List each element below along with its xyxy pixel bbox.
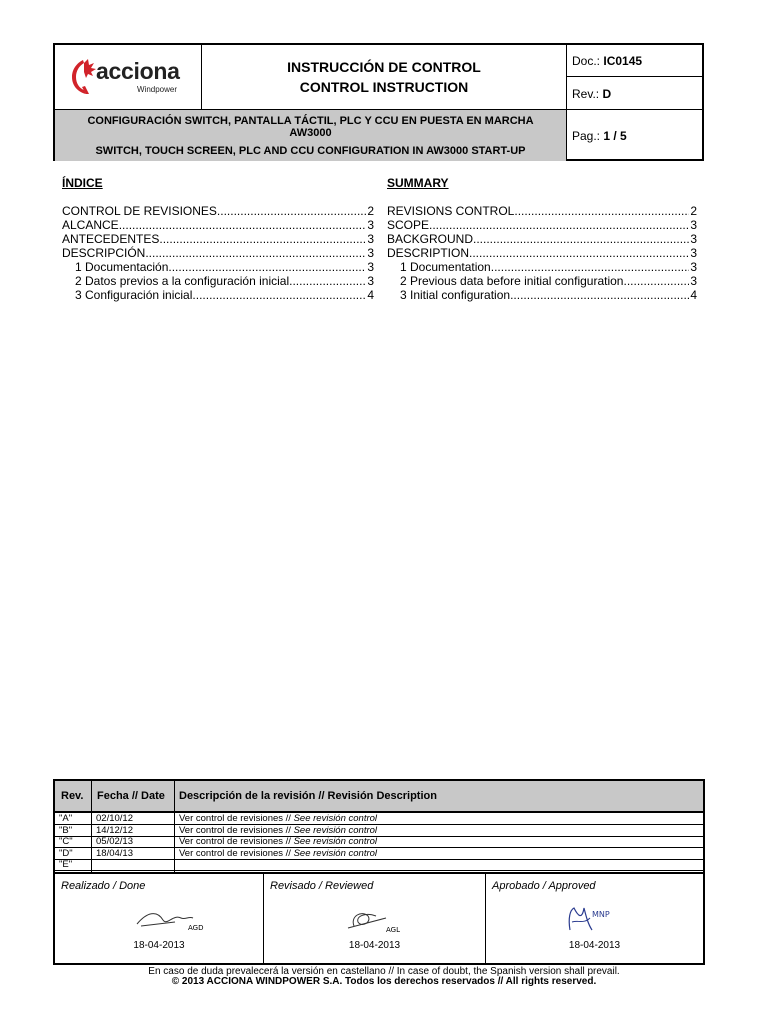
revision-description [179, 848, 377, 859]
table-row [55, 859, 703, 871]
toc-entry-label: DESCRIPCIÓN [62, 246, 146, 260]
toc-entry[interactable] [62, 218, 374, 232]
revision-code: "D" [59, 847, 73, 859]
toc-entry[interactable] [387, 218, 697, 232]
toc-entry[interactable] [62, 274, 374, 288]
rev-value: D [602, 87, 612, 101]
toc-entry-page: 2 [690, 204, 697, 218]
revision-description-en: See revisión control [293, 813, 378, 824]
signature-area [55, 872, 703, 963]
toc-entry-label: 1 Documentación [75, 260, 169, 274]
title-spanish: INSTRUCCIÓN DE CONTROL [287, 59, 481, 75]
approved-initials: MNP [592, 910, 610, 919]
toc-entry[interactable] [387, 288, 697, 302]
reviewed-date: 18-04-2013 [348, 940, 401, 951]
toc-entry[interactable] [62, 260, 374, 274]
toc-heading: ÍNDICE [62, 176, 103, 190]
toc-entry-label: ANTECEDENTES [62, 232, 160, 246]
revision-code: "C" [59, 836, 73, 848]
revision-description [179, 813, 377, 824]
doc-label: Doc.: [572, 54, 601, 68]
toc-entry-page: 3 [690, 246, 697, 260]
revision-description-es: Ver control de revisiones // [179, 836, 294, 848]
toc-leader-dots [217, 204, 366, 218]
toc-leader-dots [514, 204, 689, 218]
toc-english [387, 175, 697, 302]
toc-entry[interactable] [62, 246, 374, 260]
revision-description-en: See revisión control [293, 847, 378, 859]
revision-description [179, 836, 377, 847]
page-value: 1 / 5 [603, 129, 627, 143]
revision-date: 18/04/13 [96, 847, 133, 859]
revision-description-en: See revisión control [293, 836, 378, 848]
signature-approved-icon [564, 902, 604, 936]
toc-entry-page: 3 [367, 232, 374, 246]
toc-entry-page: 4 [690, 288, 697, 302]
toc-leader-dots [289, 274, 366, 288]
doc-value: IC0145 [603, 54, 643, 68]
toc-entry-page: 3 [367, 246, 374, 260]
reviewed-label: Revisado / Reviewed [270, 880, 374, 892]
logo-cell [55, 45, 202, 110]
table-row [55, 813, 703, 825]
toc-entry-page: 2 [367, 204, 374, 218]
subject-spanish-line1: CONFIGURACIÓN SWITCH, PANTALLA TÁCTIL, PLC Y CCU EN PUESTA EN MARCHA [87, 114, 534, 127]
signature-done [55, 872, 264, 963]
toc-entry-page: 3 [690, 232, 697, 246]
toc-entry-page: 3 [690, 260, 697, 274]
toc-entry-label: 2 Datos previos a la configuración inicial [75, 274, 290, 288]
toc-list [62, 204, 374, 302]
toc-leader-dots [473, 232, 689, 246]
toc-entry-page: 3 [367, 260, 374, 274]
table-row [55, 825, 703, 837]
subject-cell [55, 110, 567, 161]
revision-description-es: Ver control de revisiones // [179, 847, 294, 859]
table-row [55, 848, 703, 860]
toc-entry-label: 3 Configuración inicial [75, 288, 193, 302]
toc-leader-dots [491, 260, 690, 274]
revision-table [53, 779, 705, 965]
doc-number-cell [567, 45, 704, 77]
toc-leader-dots [510, 288, 689, 302]
footer-copyright: © 2013 ACCIONA WINDPOWER S.A. Todos los derechos reservados // All rights reserved. [171, 976, 597, 987]
toc-entry-label: 3 Initial configuration [400, 288, 511, 302]
toc-leader-dots [168, 260, 366, 274]
toc-entry-page: 3 [367, 274, 374, 288]
subject-english: SWITCH, TOUCH SCREEN, PLC AND CCU CONFIGURATION IN AW3000 START-UP [95, 144, 526, 157]
table-row [55, 836, 703, 848]
done-date: 18-04-2013 [133, 940, 185, 951]
revision-date: 05/02/13 [96, 836, 133, 848]
acciona-logo [69, 57, 189, 97]
revision-description [179, 825, 377, 836]
revision-date: 02/10/12 [96, 813, 133, 824]
done-initials: AGD [188, 924, 204, 932]
toc-leader-dots [159, 232, 366, 246]
logo-wordmark: acciona [96, 58, 180, 84]
approved-label: Aprobado / Approved [492, 880, 596, 892]
toc-spanish [62, 175, 374, 302]
toc-entry-label: REVISIONS CONTROL [387, 204, 515, 218]
revision-description-en: See revisión control [293, 824, 378, 836]
toc-entry[interactable] [387, 260, 697, 274]
toc-entry-label: DESCRIPTION [387, 246, 470, 260]
document-header [53, 43, 704, 161]
revision-code: "A" [59, 813, 73, 824]
page-number-cell [567, 110, 704, 161]
toc-entry[interactable] [387, 274, 697, 288]
toc-entry-page: 3 [367, 218, 374, 232]
toc-entry-label: BACKGROUND [387, 232, 474, 246]
column-date: Fecha // Date [97, 790, 165, 802]
approved-date: 18-04-2013 [568, 940, 621, 951]
revision-code: "B" [59, 824, 73, 836]
column-description: Descripción de la revisión // Revisión Description [179, 790, 437, 802]
toc-entry[interactable] [62, 204, 374, 218]
rev-label: Rev.: [572, 87, 600, 101]
toc-entry-page: 3 [690, 274, 697, 288]
toc-entry-page: 3 [690, 218, 697, 232]
reviewed-initials: AGL [386, 926, 400, 934]
done-label: Realizado / Done [61, 880, 146, 892]
toc-entry[interactable] [62, 232, 374, 246]
footer-disclaimer: En caso de duda prevalecerá la versión en castellano // In case of doubt, the Spanish version shall prevail. [148, 966, 620, 977]
toc-entry-page: 4 [367, 288, 374, 302]
signature-approved [486, 872, 703, 963]
toc-entry[interactable] [387, 232, 697, 246]
toc-entry-label: SCOPE [387, 218, 430, 232]
revision-cell [567, 77, 704, 110]
toc-leader-dots [429, 218, 689, 232]
toc-entry[interactable] [387, 246, 697, 260]
toc-list [387, 204, 697, 302]
title-english: CONTROL INSTRUCTION [299, 79, 469, 95]
title-cell [202, 45, 567, 110]
signature-reviewed-icon [346, 906, 416, 936]
page-label: Pag.: [572, 129, 601, 143]
signature-reviewed [264, 872, 486, 963]
toc-entry[interactable] [62, 288, 374, 302]
toc-leader-dots [469, 246, 689, 260]
toc-leader-dots [145, 246, 366, 260]
acciona-leaf-icon [69, 57, 99, 97]
column-rev: Rev. [61, 790, 84, 802]
toc-heading: SUMMARY [387, 176, 449, 190]
toc-leader-dots [192, 288, 366, 302]
revision-table-header [55, 781, 703, 813]
toc-entry-label: CONTROL DE REVISIONES [62, 204, 217, 218]
revision-code: "E" [59, 859, 73, 871]
revision-description-es: Ver control de revisiones // [179, 813, 294, 824]
toc-entry[interactable] [387, 204, 697, 218]
toc-leader-dots [119, 218, 367, 232]
toc-entry-label: ALCANCE [62, 218, 119, 232]
subject-spanish-line2: AW3000 [289, 126, 332, 139]
revision-date: 14/12/12 [96, 824, 133, 836]
toc-entry-label: 1 Documentation [400, 260, 491, 274]
toc-leader-dots [623, 274, 689, 288]
logo-subtitle: Windpower [137, 85, 178, 94]
revision-description-es: Ver control de revisiones // [179, 824, 294, 836]
toc-entry-label: 2 Previous data before initial configuration [400, 274, 624, 288]
